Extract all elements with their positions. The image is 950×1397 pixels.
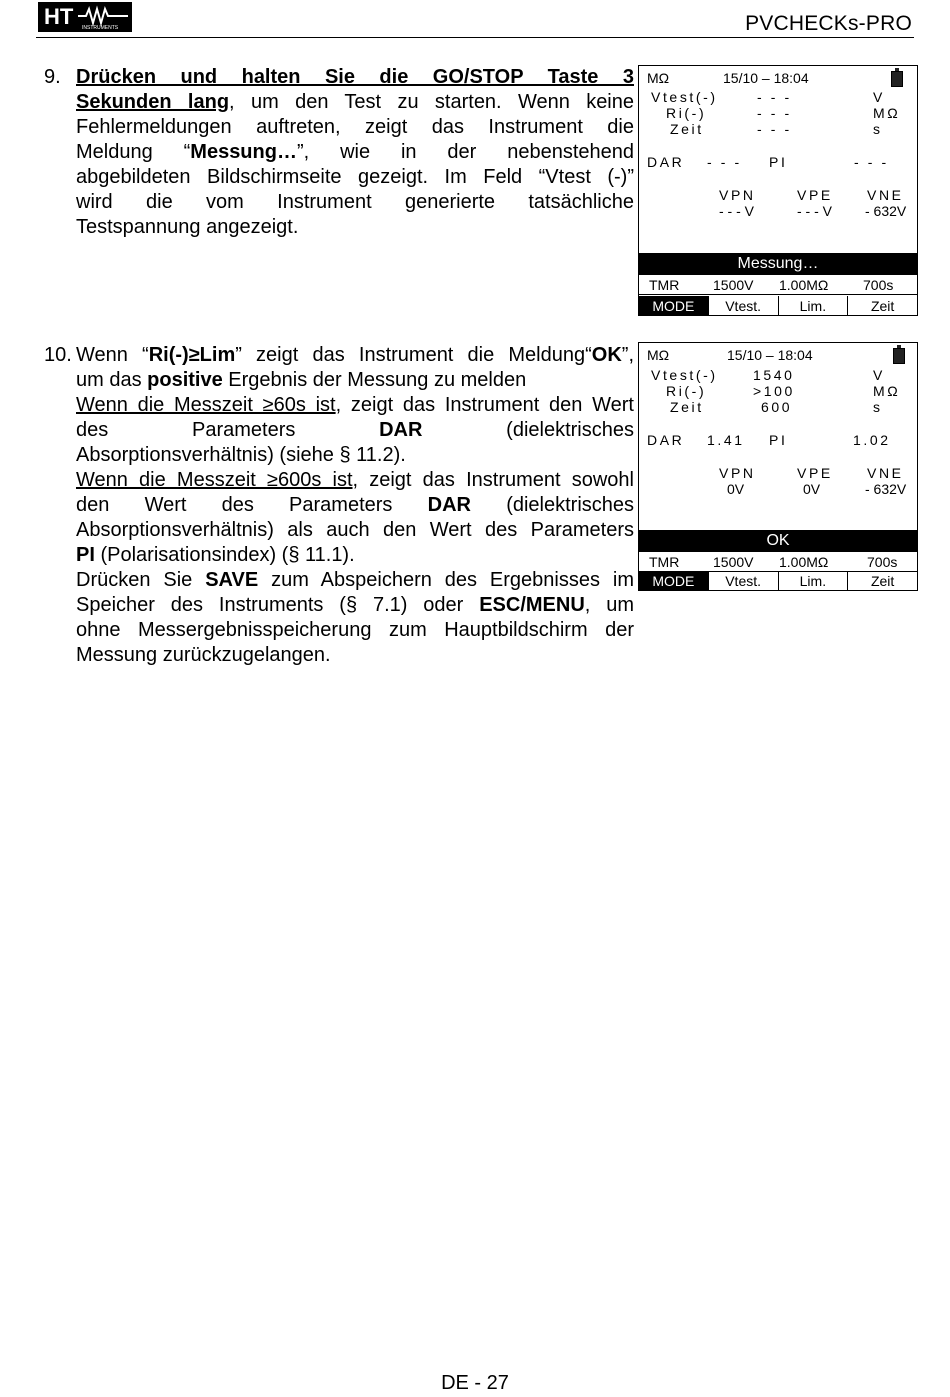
header-rule — [36, 37, 914, 38]
logo-text: HT — [44, 4, 74, 29]
instrument-screen-measuring: MΩ 15/10 – 18:04 Vtest(-) - - - V Ri(-) - - - MΩ Zeit - - - s DAR - - - PI - - - VPN VPE VNE - - - V - - - V - 632V Messung… TMR 1500V 1.00MΩ 700s MODE Vtest. Lim. Zeit — [638, 65, 918, 316]
instrument-screen-result-ok: MΩ 15/10 – 18:04 Vtest(-) 1540 V Ri(-) >100 MΩ Zeit 600 s DAR 1.41 PI 1.02 VPN VPE VNE 0V 0V - 632V OK TMR 1500V 1.00MΩ 700s MODE Vtest. Lim. Zeit — [638, 342, 918, 591]
softkey-vtest[interactable]: Vtest. — [708, 296, 778, 316]
step-10-text: Wenn “Ri(-)≥Lim” zeigt das Instrument die Meldung“OK”, um das positive Ergebnis der Messung zu melden Wenn die Messzeit ≥60s ist, zeigt das Instrument den Wert des Parameters DAR (dielektrisches Absorptionsverhältnis) (siehe § 11.2). Wenn die Messzeit ≥600s ist, zeigt das Instrument sowohl den Wert des Parameters DAR (dielektrisches Absorptionsverhältnis) als auch den Wert des Parameters PI (Polarisationsindex) (§ 11.1). Drücken Sie SAVE zum Abspeichern des Ergebnisses im Speicher des Instruments (§ 7.1) oder ESC/MENU, um ohne Messergebnisspeicherung zum Hauptbildschirm der Messung zurückzugelangen. — [76, 344, 635, 666]
ht-instruments-logo — [38, 2, 132, 32]
step-9 — [44, 65, 634, 240]
softkey-lim[interactable]: Lim. — [778, 296, 848, 316]
step-10 — [44, 343, 634, 668]
softkey-zeit[interactable]: Zeit — [847, 571, 917, 591]
softkey-vtest[interactable]: Vtest. — [708, 571, 778, 591]
status-message: OK — [639, 530, 917, 552]
softkey-mode[interactable]: MODE — [639, 571, 708, 591]
page-number: DE - 27 — [441, 1372, 509, 1394]
softkey-bar — [639, 296, 917, 316]
step-number: 10. — [44, 344, 72, 366]
header-title: PVCHECKs-PRO — [745, 12, 912, 35]
top-unit: MΩ — [647, 70, 670, 86]
parameter-row: TMR 1500V 1.00MΩ 700s — [639, 552, 917, 572]
softkey-zeit[interactable]: Zeit — [847, 296, 917, 316]
datetime: 15/10 – 18:04 — [723, 70, 809, 86]
battery-icon — [891, 71, 903, 87]
step-number: 9. — [44, 66, 61, 88]
softkey-bar — [639, 571, 917, 591]
status-message: Messung… — [639, 253, 917, 275]
parameter-row: TMR 1500V 1.00MΩ 700s — [639, 275, 917, 295]
step-9-text: Drücken und halten Sie die GO/STOP Taste 3 Sekunden lang, um den Test zu starten. Wenn keine Fehlermeldungen auftreten, zeigt das Instrument die Meldung “Messung…”, wie in der nebenstehend abgebildeten Bildschirmseite gezeigt. Im Feld “Vtest (-)” wird die vom Instrument generierte tatsächliche Testspannung angezeigt. — [76, 66, 635, 238]
battery-icon — [893, 348, 905, 364]
datetime: 15/10 – 18:04 — [727, 347, 813, 363]
softkey-mode[interactable]: MODE — [639, 296, 708, 316]
top-unit: MΩ — [647, 347, 670, 363]
softkey-lim[interactable]: Lim. — [778, 571, 848, 591]
logo-subtext: INSTRUMENTS — [82, 25, 119, 31]
